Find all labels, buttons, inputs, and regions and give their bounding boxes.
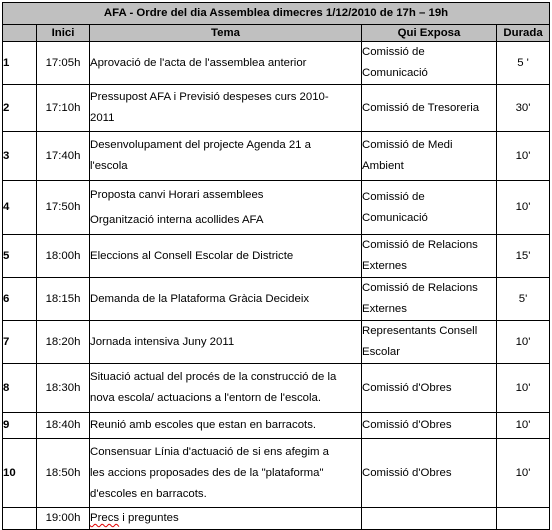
exposa-line: Ambient (362, 160, 404, 172)
tema-line: Situació actual del procés de la construcció de la (90, 371, 337, 383)
tema-line: les accions proposades des de la "plataforma" (90, 466, 324, 479)
exposa-line: Externes (362, 303, 407, 315)
row-time: 17:05h (37, 42, 90, 85)
exposa-line: Externes (362, 260, 407, 272)
row-durada: 10' (497, 181, 550, 235)
title-row (3, 3, 550, 25)
exposa-line: Comissió de (362, 190, 425, 203)
row-time: 17:10h (37, 85, 90, 132)
row-time: 17:40h (37, 132, 90, 181)
tema-line: l'escola (90, 160, 128, 172)
row-durada: 10' (497, 439, 550, 508)
tema-line: Desenvolupament del projecte Agenda 21 a (90, 139, 312, 151)
tema-line: d'escoles en barracots. (90, 487, 207, 500)
exposa-line: Comissió d'Obres (362, 381, 452, 394)
row-tema (90, 321, 362, 364)
exposa-line: Comissió d'Obres (362, 419, 452, 431)
table-row (3, 364, 550, 413)
tema-line: Jornada intensiva Juny 2011 (90, 335, 235, 348)
row-qui-exposa (362, 278, 497, 321)
row-number (3, 508, 37, 530)
header-qui-exposa: Qui Exposa (362, 25, 497, 42)
row-number: 7 (3, 321, 37, 364)
row-tema (90, 235, 362, 278)
tema-line: Organització interna acollides AFA (90, 213, 264, 226)
tema-line: Aprovació de l'acta de l'assemblea anterior (90, 56, 307, 69)
row-qui-exposa (362, 132, 497, 181)
row-time: 18:50h (37, 439, 90, 508)
table-row (3, 42, 550, 85)
tema-line: Demanda de la Plataforma Gràcia Decideix (90, 292, 310, 305)
header-inici: Inici (37, 25, 90, 42)
row-tema (90, 132, 362, 181)
row-number: 1 (3, 42, 37, 85)
exposa-line: Comissió d'Obres (362, 466, 452, 479)
row-number: 6 (3, 278, 37, 321)
header-durada: Durada (497, 25, 550, 42)
header-num (3, 25, 37, 42)
row-qui-exposa (362, 413, 497, 439)
table-row (3, 439, 550, 508)
table-row (3, 132, 550, 181)
row-time: 18:30h (37, 364, 90, 413)
table-row (3, 85, 550, 132)
row-tema (90, 439, 362, 508)
agenda-table (2, 2, 550, 530)
row-number: 9 (3, 413, 37, 439)
row-qui-exposa (362, 85, 497, 132)
table-row (3, 278, 550, 321)
exposa-line: Comunicació (362, 67, 428, 79)
tema-line: Eleccions al Consell Escolar de Districte (90, 249, 294, 262)
table-row (3, 413, 550, 439)
row-tema (90, 181, 362, 235)
header-row (3, 25, 550, 42)
tema-line: 2011 (90, 112, 115, 124)
row-qui-exposa (362, 508, 497, 530)
row-number: 8 (3, 364, 37, 413)
row-durada: 10' (497, 413, 550, 439)
tema-line: nova escola/ actuacions a l'entorn de l'escola. (90, 392, 322, 404)
table-row (3, 508, 550, 530)
header-tema: Tema (90, 25, 362, 42)
row-durada: 15' (497, 235, 550, 278)
exposa-line: Comissió de (362, 46, 425, 58)
row-qui-exposa (362, 439, 497, 508)
tema-line: Proposta canvi Horari assemblees (90, 188, 264, 201)
row-tema (90, 85, 362, 132)
tema-line: Consensuar Línia d'actuació de si ens afegim a (90, 445, 329, 458)
exposa-line: Comissió de Tresoreria (362, 101, 480, 114)
row-number: 5 (3, 235, 37, 278)
row-durada: 5' (497, 278, 550, 321)
table-row (3, 235, 550, 278)
row-tema (90, 278, 362, 321)
row-time: 18:00h (37, 235, 90, 278)
row-durada: 30' (497, 85, 550, 132)
row-tema (90, 508, 362, 530)
exposa-line: Comunicació (362, 211, 428, 224)
row-durada: 5 ' (497, 42, 550, 85)
spellcheck-word: Precs (90, 512, 120, 524)
exposa-line: Comissió de Relacions (362, 239, 478, 251)
exposa-line: Representants Consell (362, 325, 478, 337)
row-number: 3 (3, 132, 37, 181)
table-row (3, 321, 550, 364)
row-qui-exposa (362, 42, 497, 85)
row-time: 18:20h (37, 321, 90, 364)
row-tema (90, 364, 362, 413)
row-durada: 10' (497, 321, 550, 364)
row-time: 19:00h (37, 508, 90, 530)
row-qui-exposa (362, 364, 497, 413)
row-number: 10 (3, 439, 37, 508)
row-durada: 10' (497, 132, 550, 181)
exposa-line: Comissió de Relacions (362, 282, 478, 294)
row-time: 18:40h (37, 413, 90, 439)
tema-rest: i preguntes (119, 512, 179, 524)
agenda-title: AFA - Ordre del dia Assemblea dimecres 1/12/2010 de 17h – 19h (3, 3, 550, 25)
tema-line: Pressupost AFA i Previsió despeses curs 2010- (90, 91, 329, 103)
row-time: 17:50h (37, 181, 90, 235)
exposa-line: Escolar (362, 346, 400, 358)
tema-line (90, 508, 361, 529)
row-qui-exposa (362, 181, 497, 235)
row-tema (90, 42, 362, 85)
row-qui-exposa (362, 321, 497, 364)
row-number: 4 (3, 181, 37, 235)
table-row (3, 181, 550, 235)
exposa-line: Comissió de Medi (362, 139, 453, 151)
row-tema (90, 413, 362, 439)
row-number: 2 (3, 85, 37, 132)
row-durada: 10' (497, 364, 550, 413)
row-qui-exposa (362, 235, 497, 278)
row-durada (497, 508, 550, 530)
row-time: 18:15h (37, 278, 90, 321)
tema-line: Reunió amb escoles que estan en barracots. (90, 419, 317, 431)
